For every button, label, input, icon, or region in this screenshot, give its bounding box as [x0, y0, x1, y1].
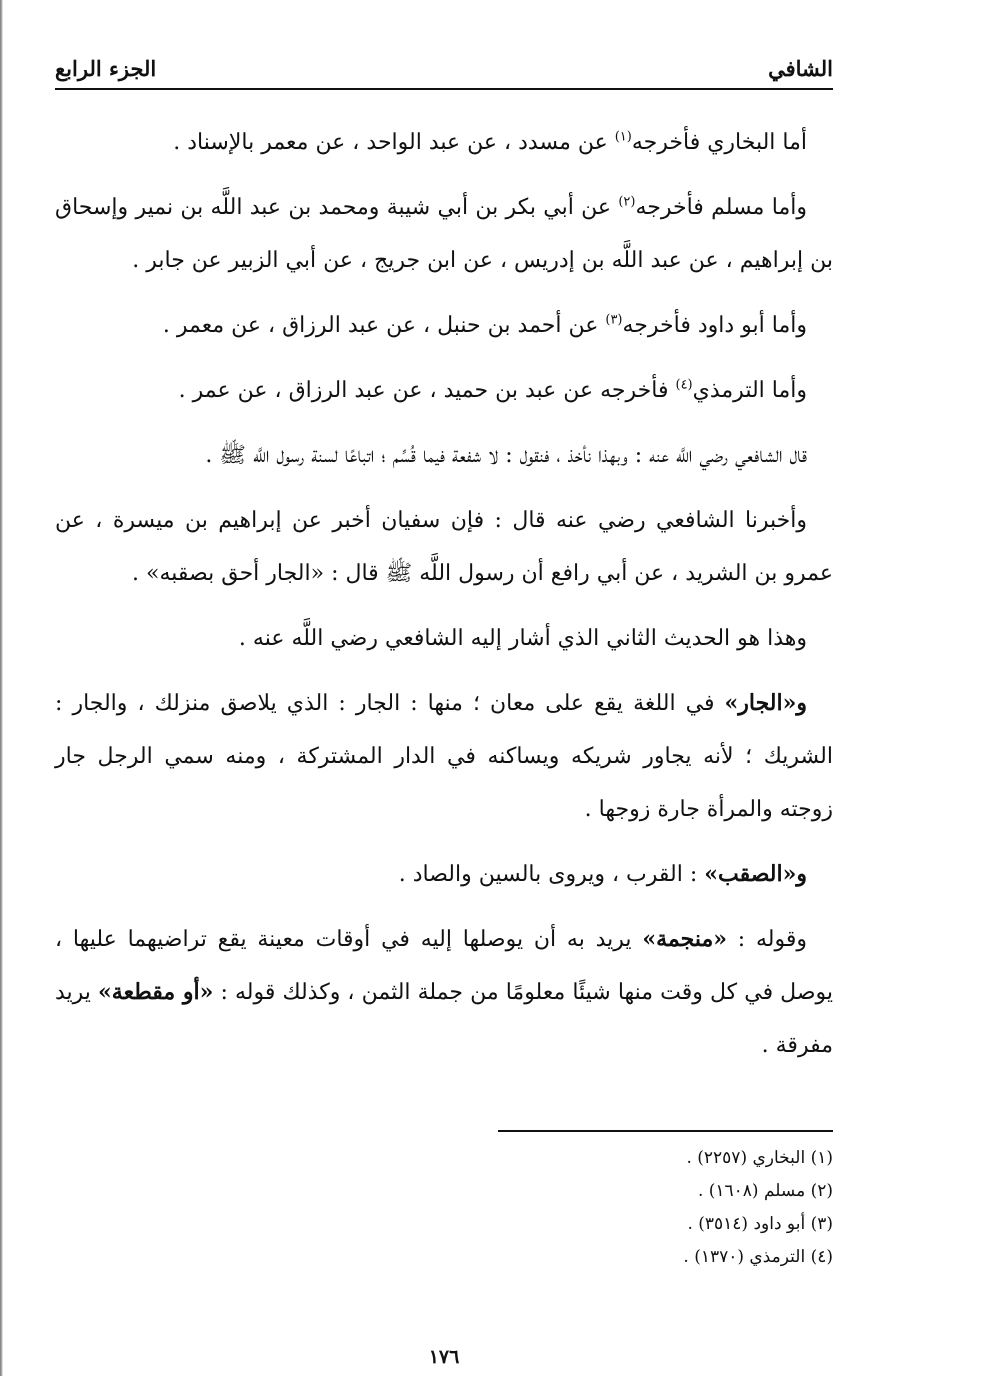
term-jar: و«الجار»	[724, 690, 807, 716]
footnote-marker-2[interactable]: (٢)	[618, 194, 636, 210]
footnote-3: (٣) أبو داود (٣٥١٤) .	[687, 1214, 833, 1234]
paragraph-definition-munajjama: وقوله : «منجمة» يريد به أن يوصلها إليه في أوقات معينة يقع تراضيهما عليها ، يوصل في كل وقت منها شيئًا معلومًا من جملة الثمن ، وكذلك قوله : «أو مقطعة» يريد مفرقة .	[55, 926, 833, 1058]
running-header	[55, 48, 833, 90]
paragraph-definition-jar: و«الجار» في اللغة يقع على معان ؛ منها : الجار : الذي يلاصق منزلك ، والجار : الشريك ؛ لأنه يجاور شريكه ويساكنه في الدار المشتركة ، ومنه سمي الرجل جار زوجته والمرأة جارة زوجها .	[55, 690, 833, 822]
paragraph-muslim: وأما مسلم فأخرجه$^{(٢)}$ عن أبي بكر بن أبي شيبة ومحمد بن عبد اللَّه بن نمير وإسحاق بن إبراهيم ، عن عبد اللَّه بن إدريس ، عن ابن جريج ، عن أبي الزبير عن جابر .	[55, 194, 833, 273]
footnotes-section	[55, 1130, 833, 1274]
footnote-marker-3[interactable]: (٣)	[605, 312, 623, 328]
footnote-marker-1[interactable]: (١)	[614, 129, 632, 145]
paragraph-shafii-ruling: قال الشافعي رضي اللَّه عنه : وبهذا نأخذ ، فنقول : لا شفعة فيما قُسِّم ؛ اتباعًا لسنة رسول اللَّه ﷺ .	[205, 443, 807, 468]
page-number: ١٧٦	[428, 1346, 460, 1368]
header-title: الشافي	[768, 56, 833, 81]
header-volume: الجزء الرابع	[55, 56, 157, 81]
footnote-separator	[498, 1130, 833, 1132]
footnote-marker-4[interactable]: (٤)	[675, 377, 693, 393]
term-munajjama: «منجمة»	[642, 926, 727, 952]
book-page	[55, 48, 833, 1368]
footnote-4: (٤) الترمذي (١٣٧٠) .	[683, 1247, 833, 1267]
term-saqab: و«الصقب»	[704, 861, 807, 887]
paragraph-tirmidhi: وأما الترمذي$^{(٤)}$ فأخرجه عن عبد بن حميد ، عن عبد الرزاق ، عن عمر .	[178, 377, 807, 403]
main-text	[55, 116, 833, 1084]
footnote-1: (١) البخاري (٢٢٥٧) .	[686, 1148, 833, 1168]
paragraph-second-hadith-note: وهذا هو الحديث الثاني الذي أشار إليه الشافعي رضي اللَّه عنه .	[238, 626, 807, 651]
footnote-2: (٢) مسلم (١٦٠٨) .	[697, 1181, 833, 1201]
paragraph-definition-saqab: و«الصقب» : القرب ، ويروى بالسين والصاد .	[398, 861, 807, 887]
paragraph-abu-dawud: وأما أبو داود فأخرجه$^{(٣)}$ عن أحمد بن حنبل ، عن عبد الرزاق ، عن معمر .	[162, 312, 807, 338]
scan-edge	[0, 0, 3, 1376]
paragraph-bukhari: أما البخاري فأخرجه$^{(١)}$ عن مسدد ، عن عبد الواحد ، عن معمر بالإسناد .	[173, 129, 807, 155]
term-muqatta: «أو مقطعة»	[98, 979, 214, 1005]
paragraph-second-hadith: وأخبرنا الشافعي رضي عنه قال : فإن سفيان أخبر عن إبراهيم بن ميسرة ، عن عمرو بن الشريد ، عن أبي رافع أن رسول اللَّه ﷺ قال : «الجار أحق بصقبه» .	[55, 508, 833, 586]
